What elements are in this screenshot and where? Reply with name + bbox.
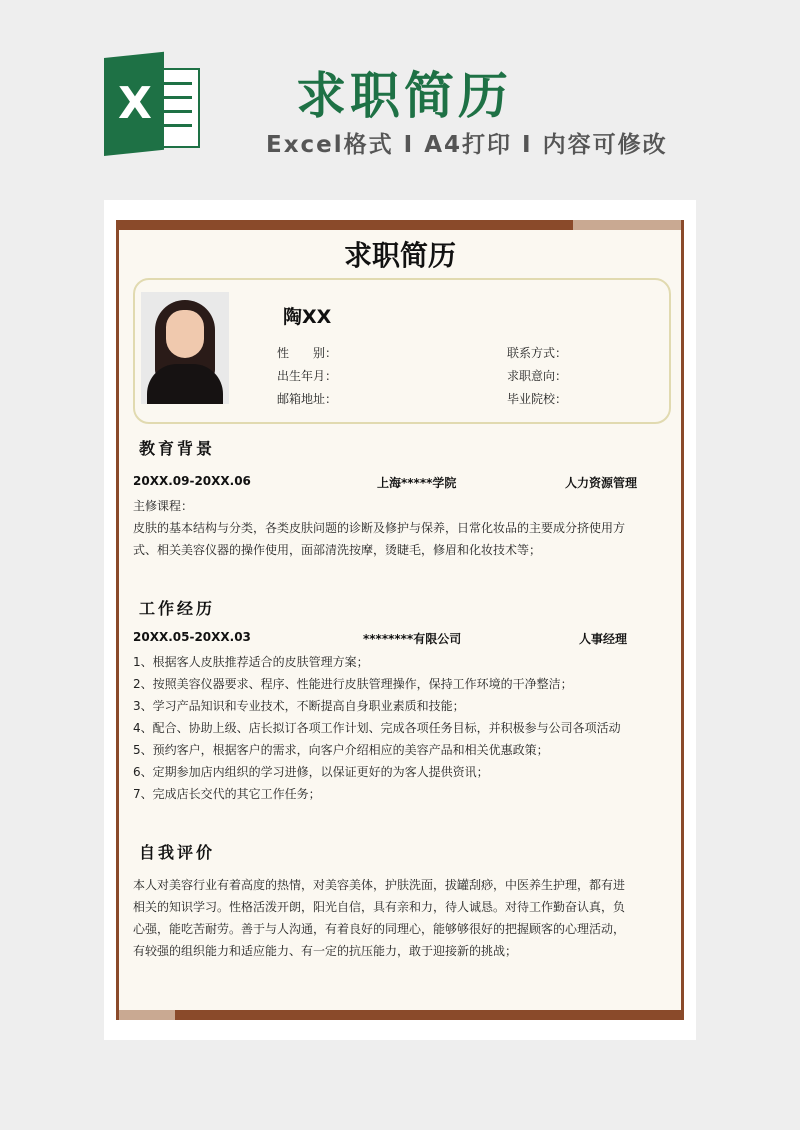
self-eval-line: 有较强的组织能力和适应能力、有一定的抗压能力，敢于迎接新的挑战； <box>133 944 518 958</box>
work-heading: 工作经历 <box>139 599 216 618</box>
email-label: 邮箱地址： <box>277 392 338 406</box>
work-company: ********有限公司 <box>363 632 462 646</box>
work-item: 3、学习产品知识和专业技术，不断提高自身职业素质和技能； <box>133 699 465 713</box>
profile-name: 陶XX <box>283 306 332 328</box>
bottom-accent-bar <box>119 1010 681 1020</box>
work-item: 4、配合、协助上级、店长拟订各项工作计划、完成各项任务目标，并积极参与公司各项活动 <box>133 721 621 735</box>
bottom-accent-bar-light <box>119 1010 175 1020</box>
profile-photo <box>141 292 229 404</box>
education-line: 式、相关美容仪器的操作使用，面部清洗按摩，烫睫毛，修眉和化妆技术等； <box>133 543 542 557</box>
resume-title: 求职简历 <box>343 239 456 272</box>
education-major: 人力资源管理 <box>565 476 638 490</box>
banner-subtitle: Excel格式 I A4打印 I 内容可修改 <box>266 132 668 158</box>
work-item: 7、完成店长交代的其它工作任务； <box>133 787 321 801</box>
courses-label: 主修课程： <box>133 499 194 513</box>
work-position: 人事经理 <box>579 632 628 646</box>
self-eval-line: 心强，能吃苦耐劳。善于与人沟通，有着良好的同理心，能够够很好的把握顾客的心理活动， <box>133 922 626 936</box>
education-period: 20XX.09-20XX.06 <box>133 474 251 488</box>
self-eval-line: 本人对美容行业有着高度的热情，对美容美体，护肤洗面，拔罐刮痧，中医养生护理，都有进 <box>133 878 626 892</box>
education-heading: 教育背景 <box>139 439 216 458</box>
resume-page <box>104 200 696 1040</box>
education-line: 皮肤的基本结构与分类，各类皮肤问题的诊断及修护与保养，日常化妆品的主要成分挤使用方 <box>133 521 626 535</box>
resume-paper <box>116 220 684 1020</box>
contact-label: 联系方式： <box>507 346 568 360</box>
self-eval-heading: 自我评价 <box>139 843 216 862</box>
work-item: 5、预约客户，根据客户的需求，向客户介绍相应的美容产品和相关优惠政策； <box>133 743 549 757</box>
excel-icon <box>104 58 204 156</box>
excel-letter: X <box>118 78 152 129</box>
education-school: 上海*****学院 <box>377 476 457 490</box>
header-banner <box>0 0 800 200</box>
self-eval-line: 相关的知识学习。性格活泼开朗，阳光自信，具有亲和力，待人诚恳。对待工作勤奋认真，负 <box>133 900 626 914</box>
school-label: 毕业院校： <box>507 392 568 406</box>
work-item: 2、按照美容仪器要求、程序、性能进行皮肤管理操作，保持工作环境的干净整洁； <box>133 677 573 691</box>
work-item: 6、定期参加店内组织的学习进修，以保证更好的为客人提供资讯； <box>133 765 489 779</box>
work-item: 1、根据客人皮肤推荐适合的皮肤管理方案； <box>133 655 369 669</box>
work-period: 20XX.05-20XX.03 <box>133 630 251 644</box>
top-accent-bar-light <box>573 220 681 230</box>
gender-label: 性 别： <box>277 346 338 360</box>
birth-label: 出生年月： <box>277 369 338 383</box>
banner-title: 求职简历 <box>296 67 512 125</box>
intent-label: 求职意向： <box>507 369 568 383</box>
photo-face <box>166 310 204 358</box>
photo-body <box>147 364 223 404</box>
profile-card <box>133 278 671 424</box>
